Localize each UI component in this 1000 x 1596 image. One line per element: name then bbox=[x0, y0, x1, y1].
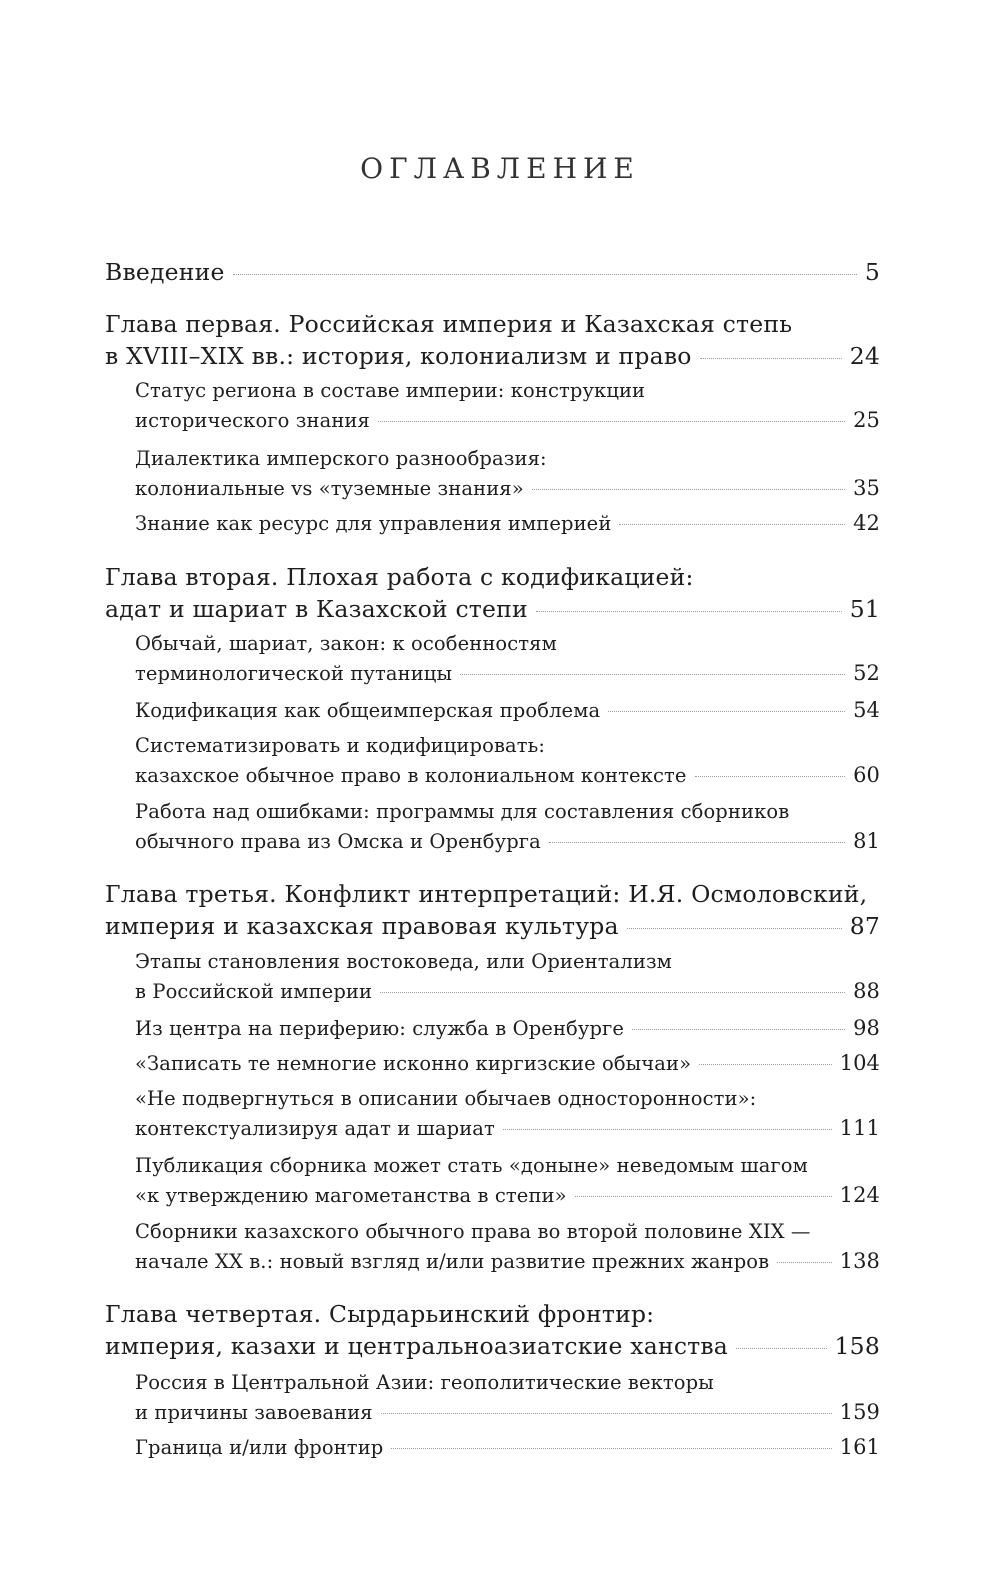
toc-entry-line bbox=[135, 1371, 714, 1394]
toc-page-number: 51 bbox=[849, 595, 880, 623]
toc-entry-line bbox=[135, 800, 789, 823]
toc-entry-line bbox=[135, 1435, 880, 1459]
toc-entry-line bbox=[135, 447, 547, 470]
toc-entry-title: Кодификация как общеимперская проблема bbox=[135, 699, 601, 722]
dot-leader bbox=[549, 842, 845, 843]
toc-entry-title: Работа над ошибками: программы для составления сборников bbox=[135, 800, 790, 823]
dot-leader bbox=[699, 1064, 831, 1065]
toc-page-number: 42 bbox=[853, 511, 880, 535]
toc-entry-line bbox=[105, 880, 867, 908]
toc-page-number: 54 bbox=[853, 698, 880, 722]
dot-leader bbox=[575, 1196, 832, 1197]
toc-entry-title: Граница и/или фронтир bbox=[135, 1436, 384, 1459]
toc-entry-title: Сборники казахского обычного права во второй половине XIX — bbox=[135, 1220, 811, 1243]
toc-entry-line bbox=[135, 1249, 880, 1273]
toc-entry-title: контекстуализируя адат и шариат bbox=[135, 1117, 495, 1140]
dot-leader bbox=[777, 1262, 831, 1263]
toc-page-number: 25 bbox=[853, 408, 880, 432]
toc-entry-title: терминологической путаницы bbox=[135, 662, 453, 685]
toc-entry-line bbox=[105, 258, 880, 286]
toc-entry-title: империя и казахская правовая культура bbox=[105, 912, 619, 940]
toc-entry-title: Знание как ресурс для управления империей bbox=[135, 512, 612, 535]
toc-entry-line bbox=[135, 379, 645, 402]
toc-entry-line bbox=[105, 310, 792, 338]
toc-entry-line bbox=[135, 511, 880, 535]
toc-entry-line bbox=[105, 595, 880, 623]
toc-entry-title: Россия в Центральной Азии: геополитические векторы bbox=[135, 1371, 714, 1394]
toc-page-number: 52 bbox=[853, 661, 880, 685]
toc-entry-line bbox=[135, 476, 880, 500]
toc-entry-title: Диалектика имперского разнообразия: bbox=[135, 447, 547, 470]
toc-page-number: 5 bbox=[864, 258, 880, 286]
toc-entry-line bbox=[135, 950, 672, 973]
dot-leader bbox=[233, 274, 857, 275]
toc-entry-title: Из центра на периферию: служба в Оренбурге bbox=[135, 1017, 624, 1040]
toc-entry-line bbox=[135, 1051, 880, 1075]
toc-entry-title: и причины завоевания bbox=[135, 1401, 373, 1424]
toc-page-number: 159 bbox=[839, 1400, 880, 1424]
dot-leader bbox=[736, 1348, 827, 1349]
toc-entry-line bbox=[135, 734, 545, 757]
dot-leader bbox=[381, 1413, 832, 1414]
toc-entry-title: Обычай, шариат, закон: к особенностям bbox=[135, 632, 557, 655]
toc-entry-line bbox=[105, 342, 880, 370]
toc-entry-title: Статус региона в составе империи: конструкции bbox=[135, 379, 646, 402]
toc-page-number: 88 bbox=[853, 979, 880, 1003]
dot-leader bbox=[378, 421, 845, 422]
toc-page-number: 124 bbox=[839, 1183, 880, 1207]
toc-page-number: 35 bbox=[853, 476, 880, 500]
dot-leader bbox=[632, 1029, 845, 1030]
toc-entry-title: в Российской империи bbox=[135, 980, 373, 1003]
toc-page-number: 60 bbox=[853, 763, 880, 787]
toc-page-number: 104 bbox=[839, 1051, 880, 1075]
toc-entry-line bbox=[105, 563, 694, 591]
toc-page-number: 138 bbox=[839, 1249, 880, 1273]
dot-leader bbox=[532, 489, 845, 490]
toc-entry-line bbox=[135, 1400, 880, 1424]
toc-entry-line bbox=[135, 408, 880, 432]
toc-entry-line bbox=[135, 632, 557, 655]
toc-entry-line bbox=[135, 661, 880, 685]
toc-entry-title: в XVIII–XIX вв.: история, колониализм и право bbox=[105, 342, 692, 370]
toc-entry-title: «Записать те немногие исконно киргизские обычаи» bbox=[135, 1052, 692, 1075]
toc-entry-title: «к утверждению магометанства в степи» bbox=[135, 1184, 567, 1207]
dot-leader bbox=[700, 358, 842, 359]
toc-entry-title: Глава вторая. Плохая работа с кодификацией: bbox=[105, 563, 694, 591]
toc-entry-title: начале XX в.: новый взгляд и/или развитие прежних жанров bbox=[135, 1250, 770, 1273]
dot-leader bbox=[627, 928, 842, 929]
toc-entry-line bbox=[135, 979, 880, 1003]
toc-entry-title: колониальные vs «туземные знания» bbox=[135, 477, 524, 500]
toc-page-number: 111 bbox=[839, 1116, 880, 1140]
toc-entry-title: Систематизировать и кодифицировать: bbox=[135, 734, 546, 757]
toc-entry-title: Введение bbox=[105, 258, 225, 286]
dot-leader bbox=[380, 992, 845, 993]
toc-entry-line bbox=[105, 912, 880, 940]
dot-leader bbox=[460, 674, 845, 675]
dot-leader bbox=[619, 524, 845, 525]
toc-entry-title: Глава первая. Российская империя и Казахская степь bbox=[105, 310, 793, 338]
dot-leader bbox=[503, 1129, 832, 1130]
toc-page-number: 98 bbox=[853, 1016, 880, 1040]
toc-page-number: 24 bbox=[849, 342, 880, 370]
toc-page-number: 81 bbox=[853, 829, 880, 853]
toc-entry-line bbox=[135, 1154, 808, 1177]
toc-entry-line bbox=[105, 1300, 654, 1328]
toc-entry-title: адат и шариат в Казахской степи bbox=[105, 595, 528, 623]
dot-leader bbox=[536, 611, 842, 612]
page-title: ОГЛАВЛЕНИЕ bbox=[360, 152, 640, 185]
toc-entry-title: казахское обычное право в колониальном контексте bbox=[135, 764, 687, 787]
toc-entry-line bbox=[135, 1183, 880, 1207]
dot-leader bbox=[608, 711, 845, 712]
toc-entry-title: «Не подвергнуться в описании обычаев односторонности»: bbox=[135, 1087, 757, 1110]
toc-entry-line bbox=[135, 1116, 880, 1140]
toc-entry-line bbox=[135, 698, 880, 722]
toc-page-number: 158 bbox=[834, 1332, 880, 1360]
toc-entry-title: обычного права из Омска и Оренбурга bbox=[135, 830, 541, 853]
dot-leader bbox=[391, 1448, 831, 1449]
toc-entry-title: Публикация сборника может стать «доныне» неведомым шагом bbox=[135, 1154, 808, 1177]
toc-page-number: 161 bbox=[839, 1435, 880, 1459]
toc-entry-line bbox=[135, 829, 880, 853]
toc-entry-title: империя, казахи и центральноазиатские ханства bbox=[105, 1332, 729, 1360]
toc-entry-title: Глава третья. Конфликт интерпретаций: И.Я. Осмоловский, bbox=[105, 880, 868, 908]
toc-entry-line bbox=[135, 1220, 811, 1243]
toc-entry-line bbox=[135, 1016, 880, 1040]
toc-entry-title: Глава четвертая. Сырдарьинский фронтир: bbox=[105, 1300, 655, 1328]
dot-leader bbox=[695, 776, 846, 777]
toc-entry-title: Этапы становления востоковеда, или Ориентализм bbox=[135, 950, 672, 973]
toc-entry-line bbox=[135, 763, 880, 787]
toc-page-number: 87 bbox=[849, 912, 880, 940]
toc-entry-title: исторического знания bbox=[135, 409, 370, 432]
toc-entry-line bbox=[105, 1332, 880, 1360]
toc-entry-line bbox=[135, 1087, 756, 1110]
